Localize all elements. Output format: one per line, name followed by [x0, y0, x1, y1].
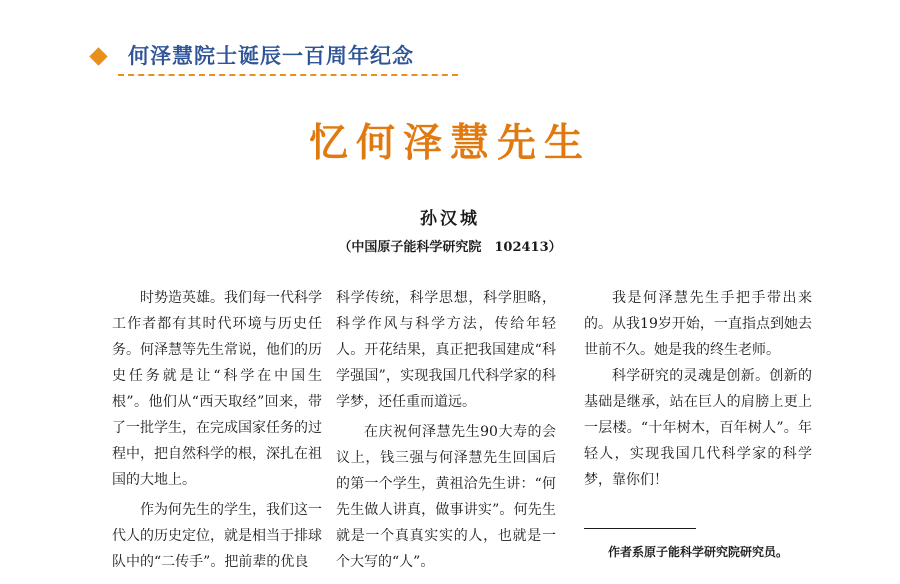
- paragraph: 时势造英雄。我们每一代科学工作者都有其时代环境与历史任务。何泽慧等先生常说，他们的历史任务就是让“科学在中国生根”。他们从“西天取经”回来，带了一批学生，在完成国家任务的过程中，把自然科学的根，深扎在祖国的大地上。: [112, 290, 322, 488]
- paragraph: 作为何先生的学生，我们这一代人的历史定位，就是相当于排球队中的“二传手”。把前辈的优良: [112, 502, 322, 570]
- text-column-3: [584, 285, 812, 493]
- footnote-rule: [584, 528, 696, 529]
- text-column-2: [336, 285, 556, 575]
- series-title: 何泽慧院士诞辰一百周年纪念: [128, 44, 414, 68]
- paragraph: 科学传统，科学思想，科学胆略，科学作风与科学方法，传给年轻人。开花结果，真正把我国建成“科学强国”，实现我国几代科学家的科学梦，还任重而道远。: [336, 290, 556, 410]
- paragraph: 在庆祝何泽慧先生90大寿的会议上，钱三强与何泽慧先生回国后的第一个学生，黄祖洽先生讲：“何先生做人讲真，做事讲实”。何先生就是一个真真实实的人，也就是一个大写的“人”。: [336, 424, 556, 570]
- article-title: 忆何泽慧先生: [308, 121, 591, 166]
- text-column-1: [112, 285, 322, 575]
- author-affiliation: （中国原子能科学研究院 102413）: [338, 240, 562, 255]
- author-name: 孙汉城: [420, 209, 480, 229]
- author-footnote: 作者系原子能科学研究院研究员。: [608, 545, 789, 559]
- header-dashed-rule: [118, 74, 458, 76]
- paragraph: 我是何泽慧先生手把手带出来的。从我19岁开始，一直指点到她去世前不久。她是我的终生老师。: [584, 290, 812, 358]
- paragraph: 科学研究的灵魂是创新。创新的基础是继承，站在巨人的肩膀上更上一层楼。“十年树木，百年树人”。年轻人，实现我国几代科学家的科学梦，靠你们！: [584, 368, 812, 488]
- diamond-icon: [89, 47, 107, 65]
- series-header: [88, 36, 460, 80]
